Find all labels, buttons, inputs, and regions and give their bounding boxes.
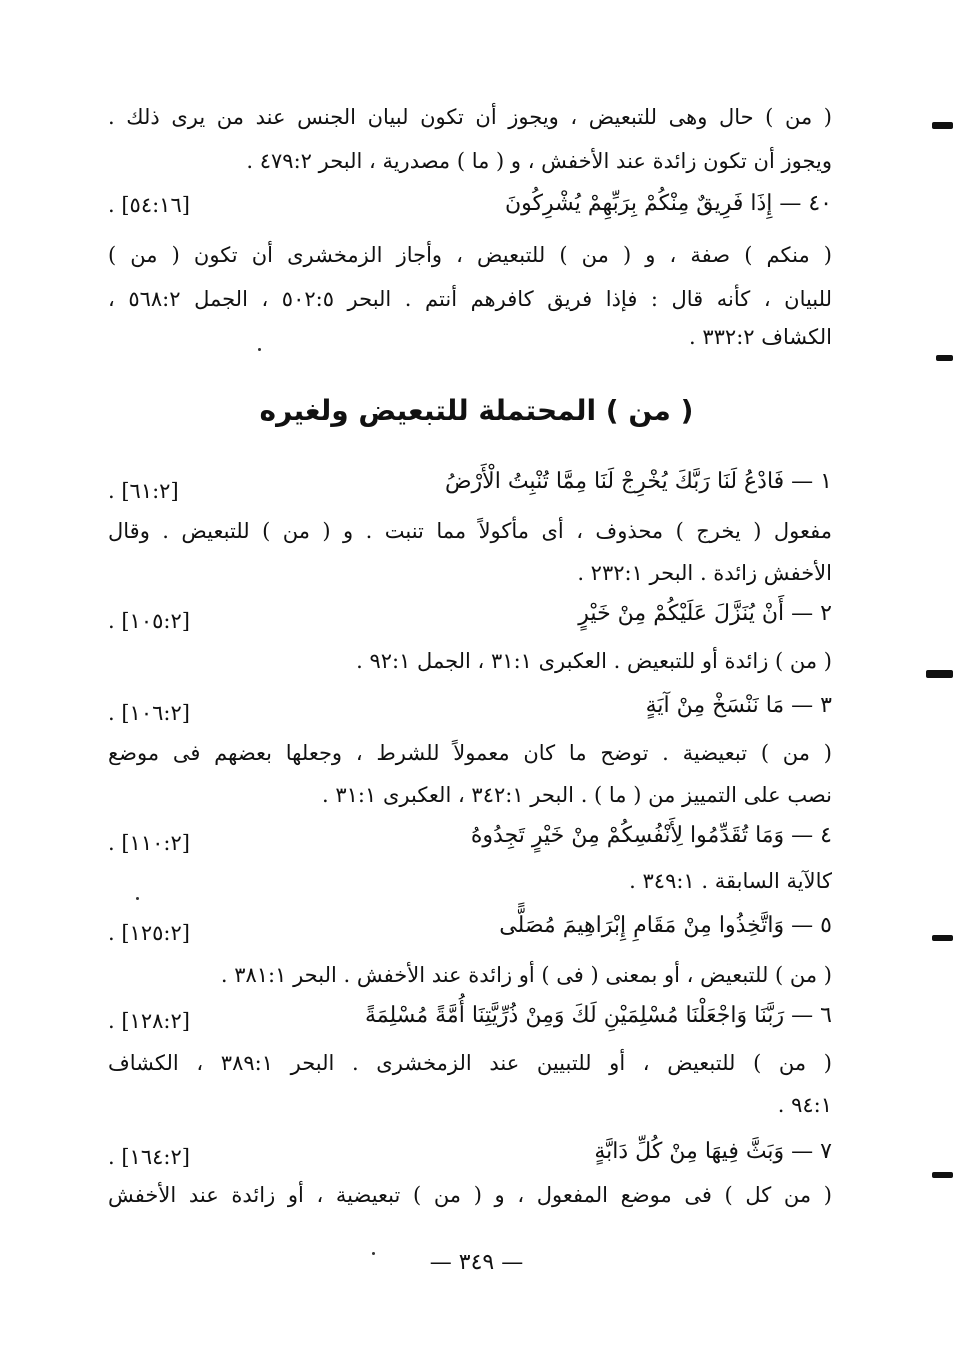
verse-7: ٧ — وَبَثَّ فِيهَا مِنْ كُلِّ دَابَّةٍ [594, 1139, 832, 1164]
paragraph-line: ( من ) حال وهى للتبعيض ، ويجوز أن تكون لبيان الجنس عند من يرى ذلك . [108, 105, 832, 129]
paragraph-line: ٩٤:١ . [777, 1093, 832, 1117]
verse-5: ٥ — وَاتَّخِذُوا مِنْ مَقَامِ إِبْرَاهِيمَ مُصَلًّى [499, 913, 832, 938]
paragraph-line: نصب على التمييز من ( ما ) . البحر ٣٤٢:١ ، العكبرى ٣١:١ . [322, 783, 832, 807]
paragraph-line: ( من ) للتبعيض ، أو للتبيين عند الزمخشرى . البحر ٣٨٩:١ ، الكشاف [108, 1051, 832, 1075]
verse-1: ١ — فَادْعُ لَنَا رَبَّكَ يُخْرِجْ لَنَا مِمَّا تُنْبِتُ الْأَرْضُ [444, 469, 832, 494]
paragraph-line: ويجوز أن تكون زائدة عند الأخفش ، و ( ما ) مصدرية ، البحر ٤٧٩:٢ . [246, 149, 832, 173]
scan-margin-mark [926, 670, 953, 678]
scan-margin-mark [932, 122, 953, 129]
verse-40: ٤٠ — إِذَا فَرِيقٌ مِنْكُمْ بِرَبِّهِمْ يُشْرِكُونَ [504, 191, 832, 216]
scan-speck [136, 897, 139, 900]
verse-4: ٤ — وَمَا تُقَدِّمُوا لِأَنْفُسِكُمْ مِنْ خَيْرٍ تَجِدُوهُ [470, 823, 832, 848]
verse-40-reference: [٥٤:١٦] . [108, 193, 190, 217]
scan-margin-mark [932, 1172, 953, 1178]
scan-margin-mark [936, 355, 953, 361]
scan-speck [258, 348, 261, 351]
paragraph-line: ( من كل ) فى موضع المفعول ، و ( من ) تبعيضية ، أو زائدة عند الأخفش [108, 1183, 832, 1207]
verse-3-reference: [١٠٦:٢] . [108, 701, 190, 725]
verse-1-reference: [٦١:٢] . [108, 479, 179, 503]
paragraph-line: مفعول ( يخرج ) محذوف ، أى مأكولاً مما تنبت . و ( من ) للتبعيض . وقال [108, 519, 832, 543]
verse-7-reference: [١٦٤:٢] . [108, 1145, 190, 1169]
paragraph-line: الأخفش زائدة . البحر ٢٣٢:١ . [577, 561, 832, 585]
paragraph-line: الكشاف ٣٣٢:٢ . [689, 325, 832, 349]
paragraph-line: ( من ) تبعيضية . توضح ما كان معمولاً للشرط ، وجعلها بعضهم فى موضع [108, 741, 832, 765]
verse-3: ٣ — مَا نَنْسَخْ مِنْ آيَةٍ [645, 693, 832, 718]
section-heading: ( من ) المحتملة للتبعيض ولغيره [259, 394, 694, 427]
paragraph-line: للبيان ، كأنه قال : فإذا فريق كافرهم أنتم . البحر ٥٠٢:٥ ، الجمل ٥٦٨:٢ ، [108, 287, 832, 311]
paragraph-line: ( من ) للتبعيض ، أو بمعنى ( فى ) أو زائدة عند الأخفش . البحر ٣٨١:١ . [220, 963, 832, 987]
verse-6: ٦ — رَبَّنَا وَاجْعَلْنَا مُسْلِمَيْنِ لَكَ وَمِنْ ذُرِّيَّتِنَا أُمَّةً مُسْلِمَةً [364, 1003, 832, 1028]
verse-2-reference: [١٠٥:٢] . [108, 609, 190, 633]
verse-2: ٢ — أَنْ يُنَزَّلَ عَلَيْكُمْ مِنْ خَيْرٍ [578, 601, 832, 626]
verse-5-reference: [١٢٥:٢] . [108, 921, 190, 945]
verse-4-reference: [١١٠:٢] . [108, 831, 190, 855]
scan-margin-mark [932, 935, 953, 941]
paragraph-line: ( منكم ) صفة ، و ( من ) للتبعيض ، وأجاز الزمخشرى أن تكون ( من ) [108, 243, 832, 267]
paragraph-line: كالآية السابقة . ٣٤٩:١ . [629, 869, 832, 893]
paragraph-line: ( من ) زائدة أو للتبعيض . العكبرى ٣١:١ ، الجمل ٩٢:١ . [356, 649, 832, 673]
scan-speck [372, 1252, 375, 1255]
verse-6-reference: [١٢٨:٢] . [108, 1009, 190, 1033]
page-number: — ٣٤٩ — [429, 1250, 524, 1275]
